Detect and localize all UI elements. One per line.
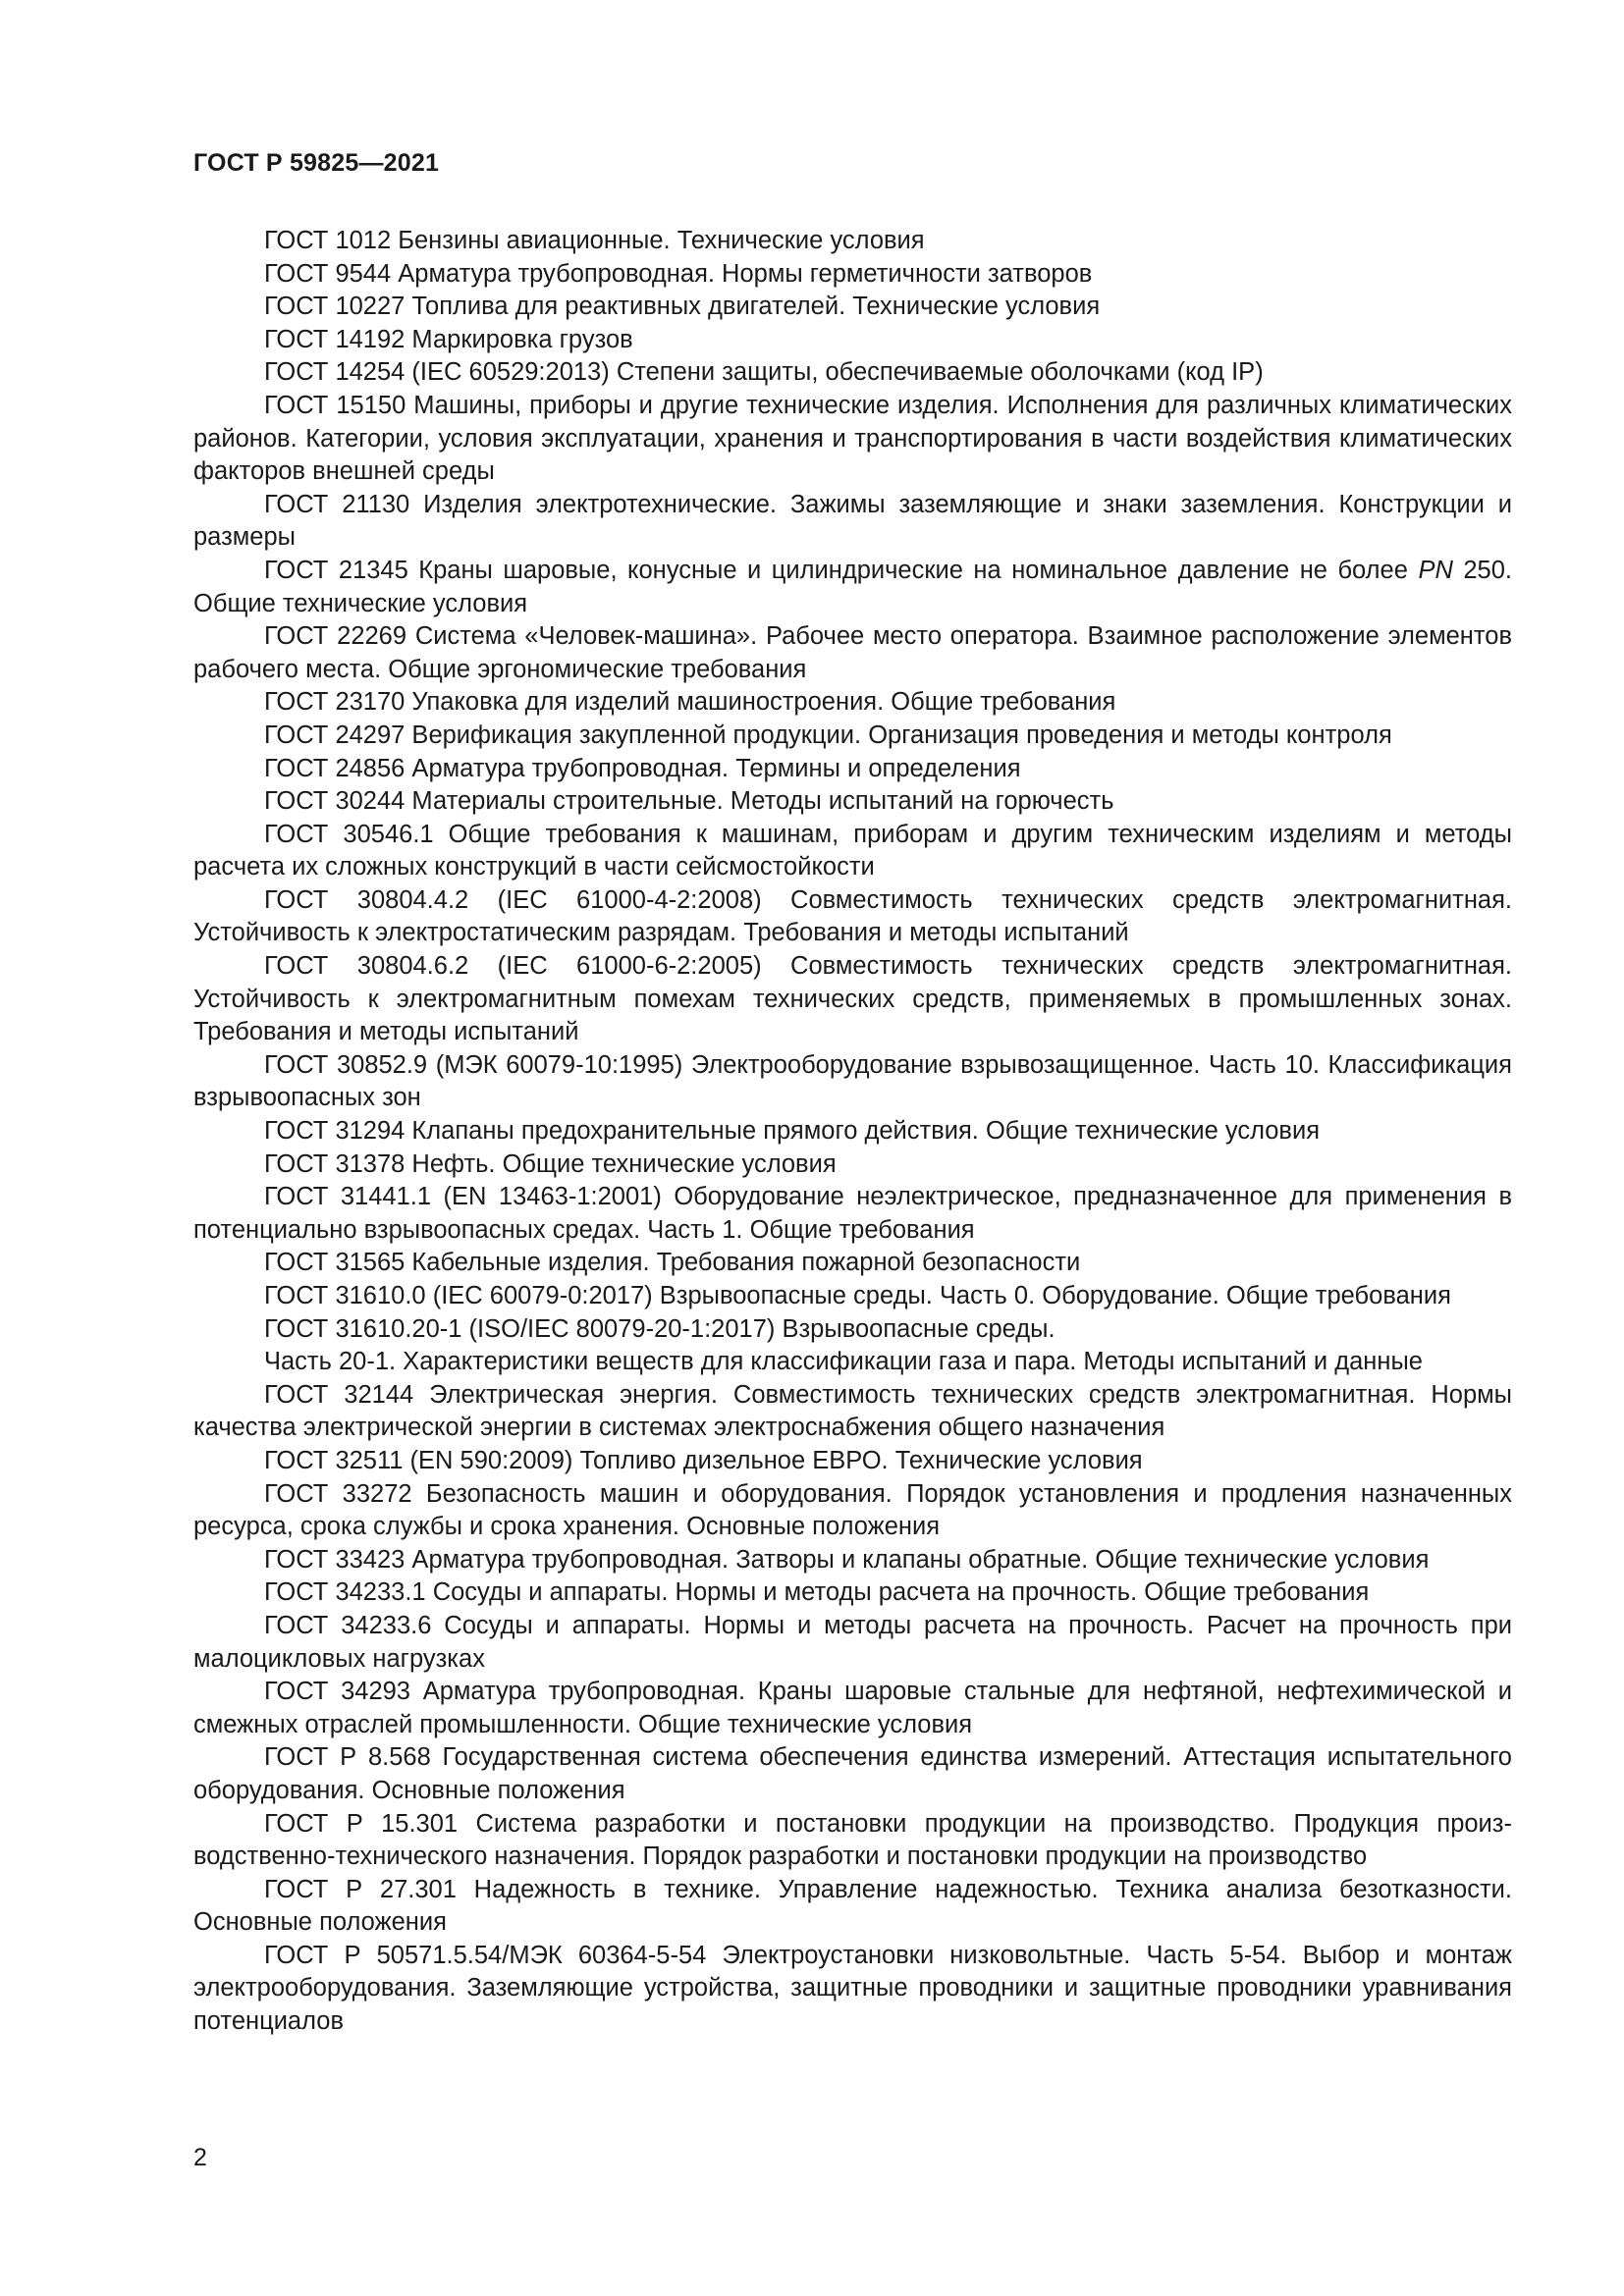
- reference-entry: ГОСТ 1012 Бензины авиационные. Технические условия: [264, 227, 925, 254]
- reference-entry: ГОСТ 32511 (EN 590:2009) Топливо дизельное ЕВРО. Технические условия: [264, 1446, 1143, 1474]
- reference-entry: ГОСТ 9544 Арматура трубопроводная. Нормы герметичности затворов: [264, 259, 1093, 288]
- reference-entry: Часть 20-1. Характеристики веществ для классификации газа и пара. Методы испытаний и данные: [264, 1348, 1423, 1376]
- reference-entry: ГОСТ 14192 Маркировка грузов: [264, 325, 633, 353]
- reference-entry: ГОСТ 31610.0 (IEC 60079-0:2017) Взрывоопасные среды. Часть 0. Оборудование. Общие требования: [264, 1282, 1451, 1309]
- page-number: 2: [193, 2144, 207, 2171]
- reference-entry: ГОСТ 30852.9 (МЭК 60079-10:1995) Электрооборудование взрывозащищенное. Часть 10. Классификация взрывоопасных зон: [193, 1050, 1512, 1112]
- reference-entry: ГОСТ 14254 (IEC 60529:2013) Степени защиты, обеспечиваемые оболочками (код IP): [264, 358, 1264, 387]
- reference-entry: ГОСТ 15150 Машины, приборы и другие технические изделия. Исполнения для различных климатических районов. Категории, условия эксплуатации, хранения и транспортирования в части воздействия климатических факторов внешней среды: [193, 391, 1512, 486]
- reference-text-after: 250. Общие технические условия: [193, 556, 1513, 617]
- normative-references-list: [193, 225, 1512, 2039]
- reference-entry: ГОСТ 31378 Нефть. Общие технические условия: [264, 1149, 837, 1178]
- reference-entry: ГОСТ 31441.1 (EN 13463-1:2001) Оборудование неэлектрическое, предназначенное для применения в потенциально взрывоопасных средах. Часть 1. Общие требования: [193, 1183, 1512, 1244]
- reference-entry: ГОСТ 30804.4.2 (IEC 61000-4-2:2008) Совместимость технических средств электромагнитная. Устойчивость к электростатическим разрядам. Требования и методы испытаний: [193, 885, 1512, 947]
- reference-entry: ГОСТ 31294 Клапаны предохранительные прямого действия. Общие технические условия: [264, 1117, 1321, 1146]
- reference-entry: ГОСТ 30804.6.2 (IEC 61000-6-2:2005) Совместимость технических средств электромагнитная. Устойчивость к электромагнитным помехам технических средств, применяемых в промышленных зонах. Требования и методы испытаний: [193, 952, 1512, 1046]
- reference-entry: ГОСТ 23170 Упаковка для изделий машиностроения. Общие требования: [264, 688, 1116, 717]
- reference-entry: ГОСТ 10227 Топлива для реактивных двигателей. Технические условия: [264, 293, 1101, 321]
- reference-entry: ГОСТ 33423 Арматура трубопроводная. Затворы и клапаны обратные. Общие технические условия: [264, 1545, 1430, 1574]
- reference-entry: ГОСТ Р 50571.5.54/МЭК 60364-5-54 Электроустановки низковольтные. Часть 5-54. Выбор и монтаж электрооборудования. Заземляющие устройства, защитные проводники и защитные проводники уравнивания потенциалов: [193, 1941, 1512, 2036]
- reference-entry: ГОСТ Р 8.568 Государственная система обеспечения единства измерений. Аттестация испытательного оборудования. Основные положения: [193, 1743, 1512, 1804]
- reference-entry: ГОСТ 34293 Арматура трубопроводная. Краны шаровые стальные для нефтяной, нефтехимической и смежных отраслей промышленности. Общие технические условия: [193, 1678, 1512, 1738]
- reference-entry: ГОСТ 21130 Изделия электротехнические. Зажимы заземляющие и знаки заземления. Конструкции и размеры: [193, 490, 1512, 552]
- reference-entry: ГОСТ 24856 Арматура трубопроводная. Термины и определения: [264, 754, 1021, 782]
- reference-entry: ГОСТ 34233.6 Сосуды и аппараты. Нормы и методы расчета на прочность. Расчет на прочность при малоцикловых нагрузках: [193, 1611, 1512, 1673]
- reference-entry: ГОСТ 24297 Верификация закупленной продукции. Организация проведения и методы контроля: [264, 721, 1392, 749]
- reference-entry: ГОСТ 33272 Безопасность машин и оборудования. Порядок установления и продления назначенных ресурса, срока службы и срока хранения. Основные положения: [193, 1479, 1512, 1541]
- reference-entry: ГОСТ 30546.1 Общие требования к машинам, приборам и другим техническим изделиям и методы расчета их сложных конструкций в части сейсмостойкости: [193, 820, 1512, 881]
- reference-text-before: ГОСТ 21345 Краны шаровые, конусные и цилиндрические на номинальное давление не более: [264, 556, 1419, 584]
- reference-entry: ГОСТ 32144 Электрическая энергия. Совместимость технических средств электромагнитная. Нормы качества электрической энергии в системах электроснабжения общего назначения: [193, 1380, 1512, 1442]
- reference-text-italic: PN: [1418, 556, 1453, 584]
- reference-entry: ГОСТ Р 15.301 Система разработки и постановки продукции на производство. Продукция производственно-технического назначения. Порядок разработки и постановки продукции на производство: [193, 1809, 1512, 1871]
- reference-entry: ГОСТ 34233.1 Сосуды и аппараты. Нормы и методы расчета на прочность. Общие требования: [264, 1578, 1370, 1607]
- reference-entry: ГОСТ 30244 Материалы строительные. Методы испытаний на горючесть: [264, 787, 1114, 816]
- reference-entry: ГОСТ Р 27.301 Надежность в технике. Управление надежностью. Техника анализа безотказности. Основные положения: [193, 1875, 1512, 1937]
- reference-entry: ГОСТ 22269 Система «Человек-машина». Рабочее место оператора. Взаимное расположение элементов рабочего места. Общие эргономические требования: [193, 622, 1512, 683]
- document-code-header: ГОСТ Р 59825—2021: [193, 149, 440, 177]
- reference-entry: ГОСТ 31565 Кабельные изделия. Требования пожарной безопасности: [264, 1249, 1081, 1277]
- reference-entry-21345: [193, 555, 1512, 620]
- reference-entry: ГОСТ 31610.20-1 (ISO/IEC 80079-20-1:2017) Взрывоопасные среды.: [264, 1314, 1056, 1343]
